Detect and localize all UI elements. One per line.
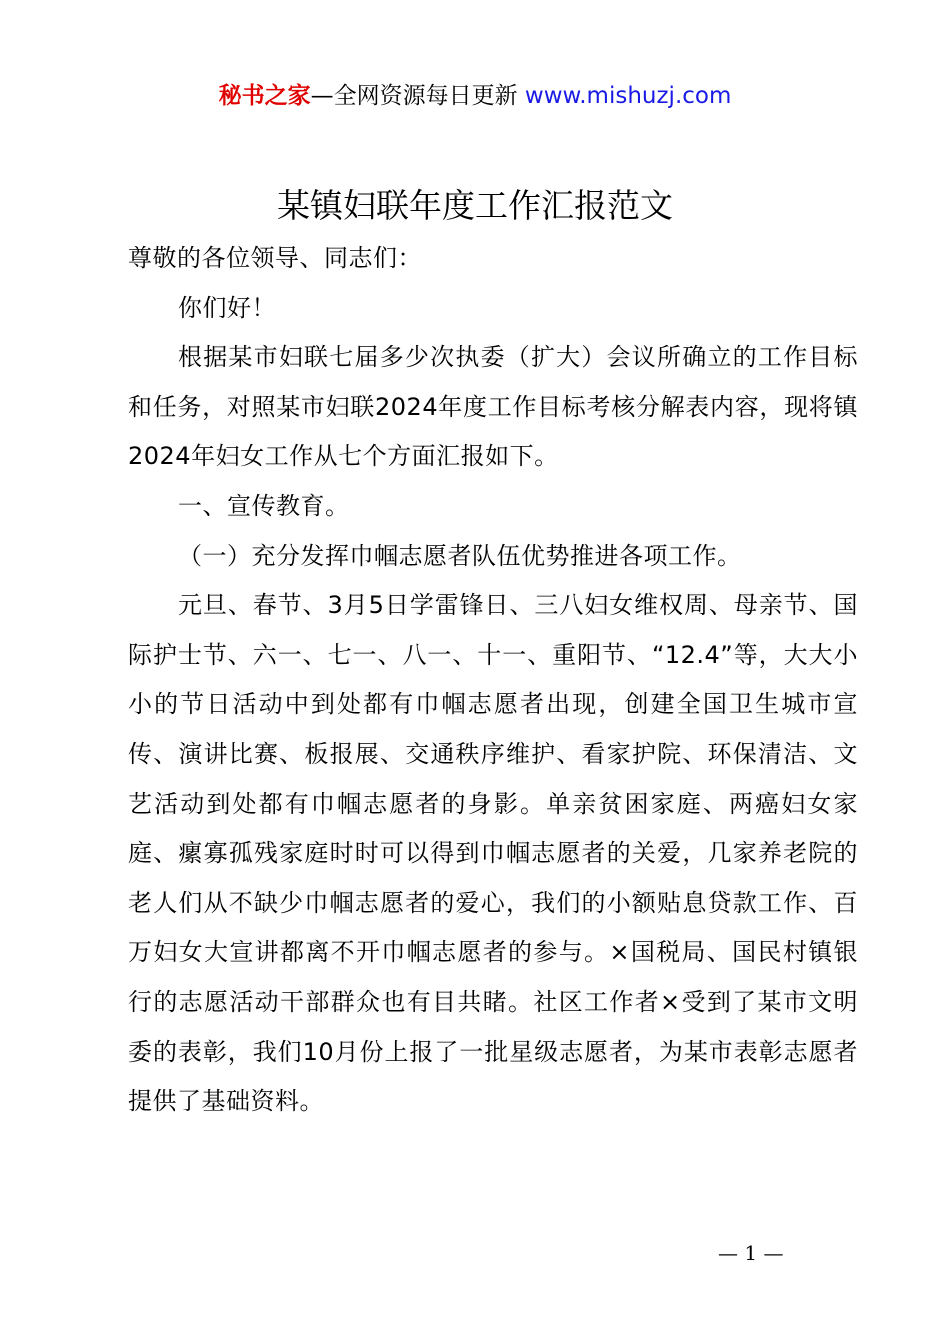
site-header: [0, 78, 950, 114]
page-number: — 1 —: [718, 1241, 784, 1265]
site-url-link[interactable]: www.mishuzj.com: [517, 83, 732, 109]
paragraph-volunteers: 元旦、春节、3月5日学雷锋日、三八妇女维权周、母亲节、国际护士节、六一、七一、八一、十一、重阳节、“12.4”等，大大小小的节日活动中到处都有巾帼志愿者出现，创建全国卫生城市宣传、演讲比赛、板报展、交通秩序维护、看家护院、环保清洁、文艺活动到处都有巾帼志愿者的身影。单亲贫困家庭、两癌妇女家庭、瘰寡孤残家庭时时可以得到巾帼志愿者的关爱，几家养老院的老人们从不缺少巾帼志愿者的爱心，我们的小额贴息贷款工作、百万妇女大宣讲都离不开巾帼志愿者的参与。×国税局、国民村镇银行的志愿活动干部群众也有目共睹。社区工作者×受到了某市文明委的表彰，我们10月份上报了一批星级志愿者，为某市表彰志愿者提供了基础资料。: [128, 591, 858, 1116]
site-brand: 秘书之家: [218, 83, 311, 109]
section-heading: 一、宣传教育。: [178, 491, 350, 520]
subsection-heading: （一）充分发挥巾帼志愿者队伍优势推进各项工作。: [178, 541, 742, 570]
paragraph-greeting: 你们好！: [178, 293, 276, 322]
salutation: 尊敬的各位领导、同志们：: [128, 244, 422, 272]
site-tagline: —全网资源每日更新: [310, 83, 518, 109]
document-title: 某镇妇联年度工作汇报范文: [277, 186, 673, 225]
paragraph-intro: 根据某市妇联七届多少次执委（扩大）会议所确立的工作目标和任务，对照某市妇联2024年度工作目标考核分解表内容，现将镇2024年妇女工作从七个方面汇报如下。: [128, 343, 858, 471]
document-body: [128, 234, 858, 1127]
